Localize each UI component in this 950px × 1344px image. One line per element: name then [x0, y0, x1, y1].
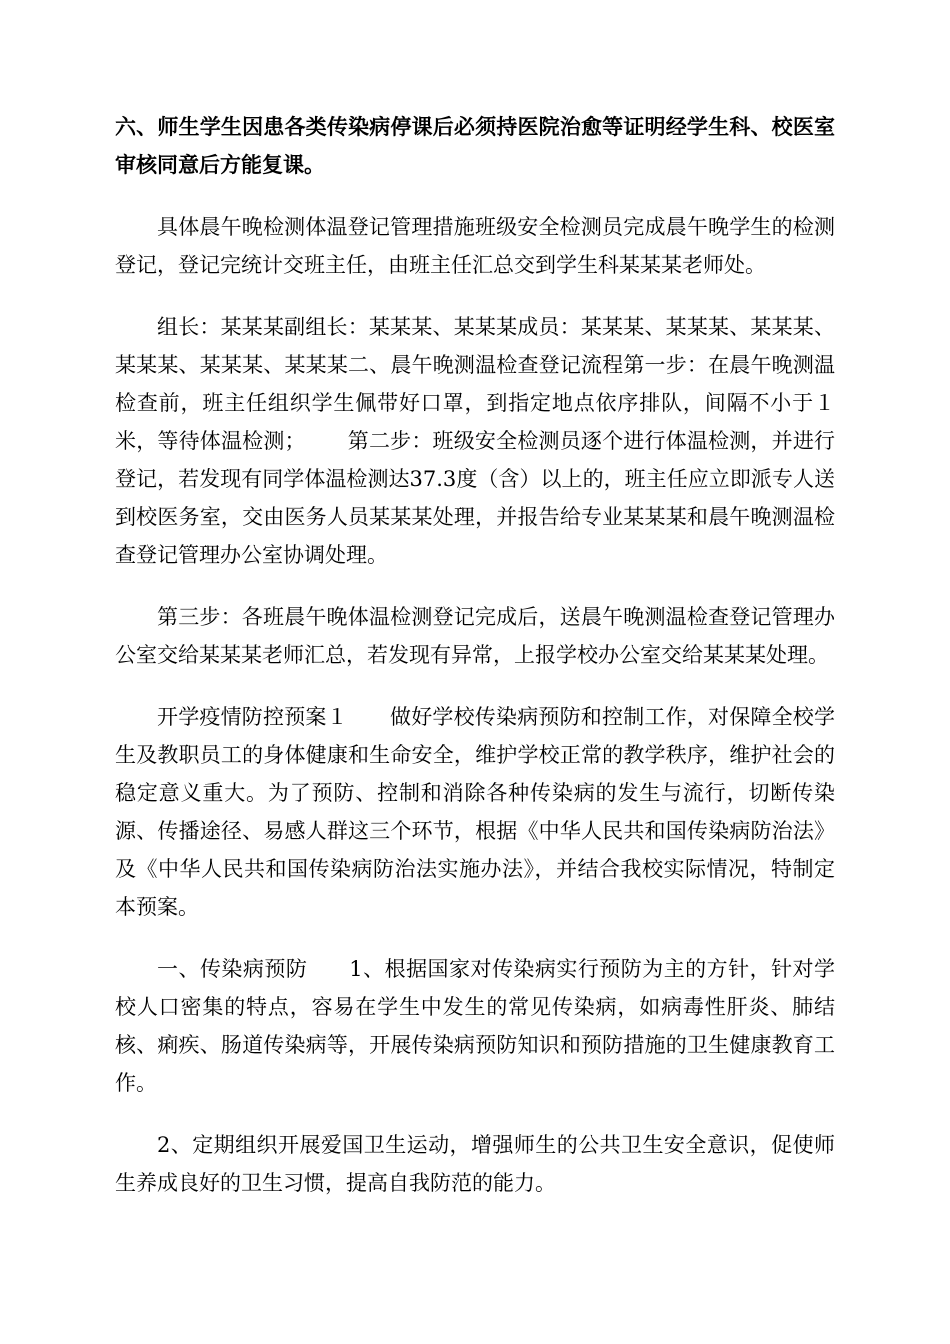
- process-step-one: 组长：某某某副组长：某某某、某某某成员：某某某、某某某、某某某、某某某、某某某、某某某二、晨午晚测温检查登记流程第一步：在晨午晚测温检查前，班主任组织学生佩带好口罩，到指定地点依序排队，间隔不小于１米，等待体温检测；: [115, 315, 835, 453]
- paragraph-prevention-two: 2、定期组织开展爱国卫生运动，增强师生的公共卫生安全意识，促使师生养成良好的卫生习惯，提高自我防范的能力。: [115, 1133, 835, 1195]
- paragraph-plan-intro: [115, 698, 835, 926]
- paragraph-step-three: 第三步：各班晨午晚体温检测登记完成后，送晨午晚测温检查登记管理办公室交给某某某老师汇总，若发现有异常，上报学校办公室交给某某某处理。: [115, 605, 835, 667]
- paragraph-prevention-one: [115, 950, 835, 1102]
- paragraph-temperature-measures: 具体晨午晚检测体温登记管理措施班级安全检测员完成晨午晚学生的检测登记，登记完统计交班主任，由班主任汇总交到学生科某某某老师处。: [115, 215, 835, 277]
- section-heading: 六、师生学生因患各类传染病停课后必须持医院治愈等证明经学生科、校医室审核同意后方能复课。: [115, 114, 835, 177]
- plan-title: 开学疫情防控预案１: [157, 705, 348, 729]
- paragraph-group-and-process: [115, 308, 835, 574]
- prevention-section-title: 一、传染病预防: [157, 957, 308, 981]
- document-page: [115, 108, 835, 1226]
- prevention-item-one: 1、根据国家对传染病实行预防为主的方针，针对学校人口密集的特点，容易在学生中发生的常见传染病，如病毒性肝炎、肺结核、痢疾、肠道传染病等，开展传染病预防知识和预防措施的卫生健康教育工作。: [115, 957, 836, 1095]
- process-step-two: 第二步：班级安全检测员逐个进行体温检测，并进行登记，若发现有同学体温检测达37.3度（含）以上的，班主任应立即派专人送到校医务室，交由医务人员某某某处理，并报告给专业某某某和晨午晚测温检查登记管理办公室协调处理。: [115, 429, 836, 567]
- plan-intro-text: 做好学校传染病预防和控制工作，对保障全校学生及教职员工的身体健康和生命安全，维护学校正常的教学秩序，维护社会的稳定意义重大。为了预防、控制和消除各种传染病的发生与流行，切断传染源、传播途径、易感人群这三个环节，根据《中华人民共和国传染病防治法》及《中华人民共和国传染病防治法实施办法》，并结合我校实际情况，特制定本预案。: [115, 705, 836, 919]
